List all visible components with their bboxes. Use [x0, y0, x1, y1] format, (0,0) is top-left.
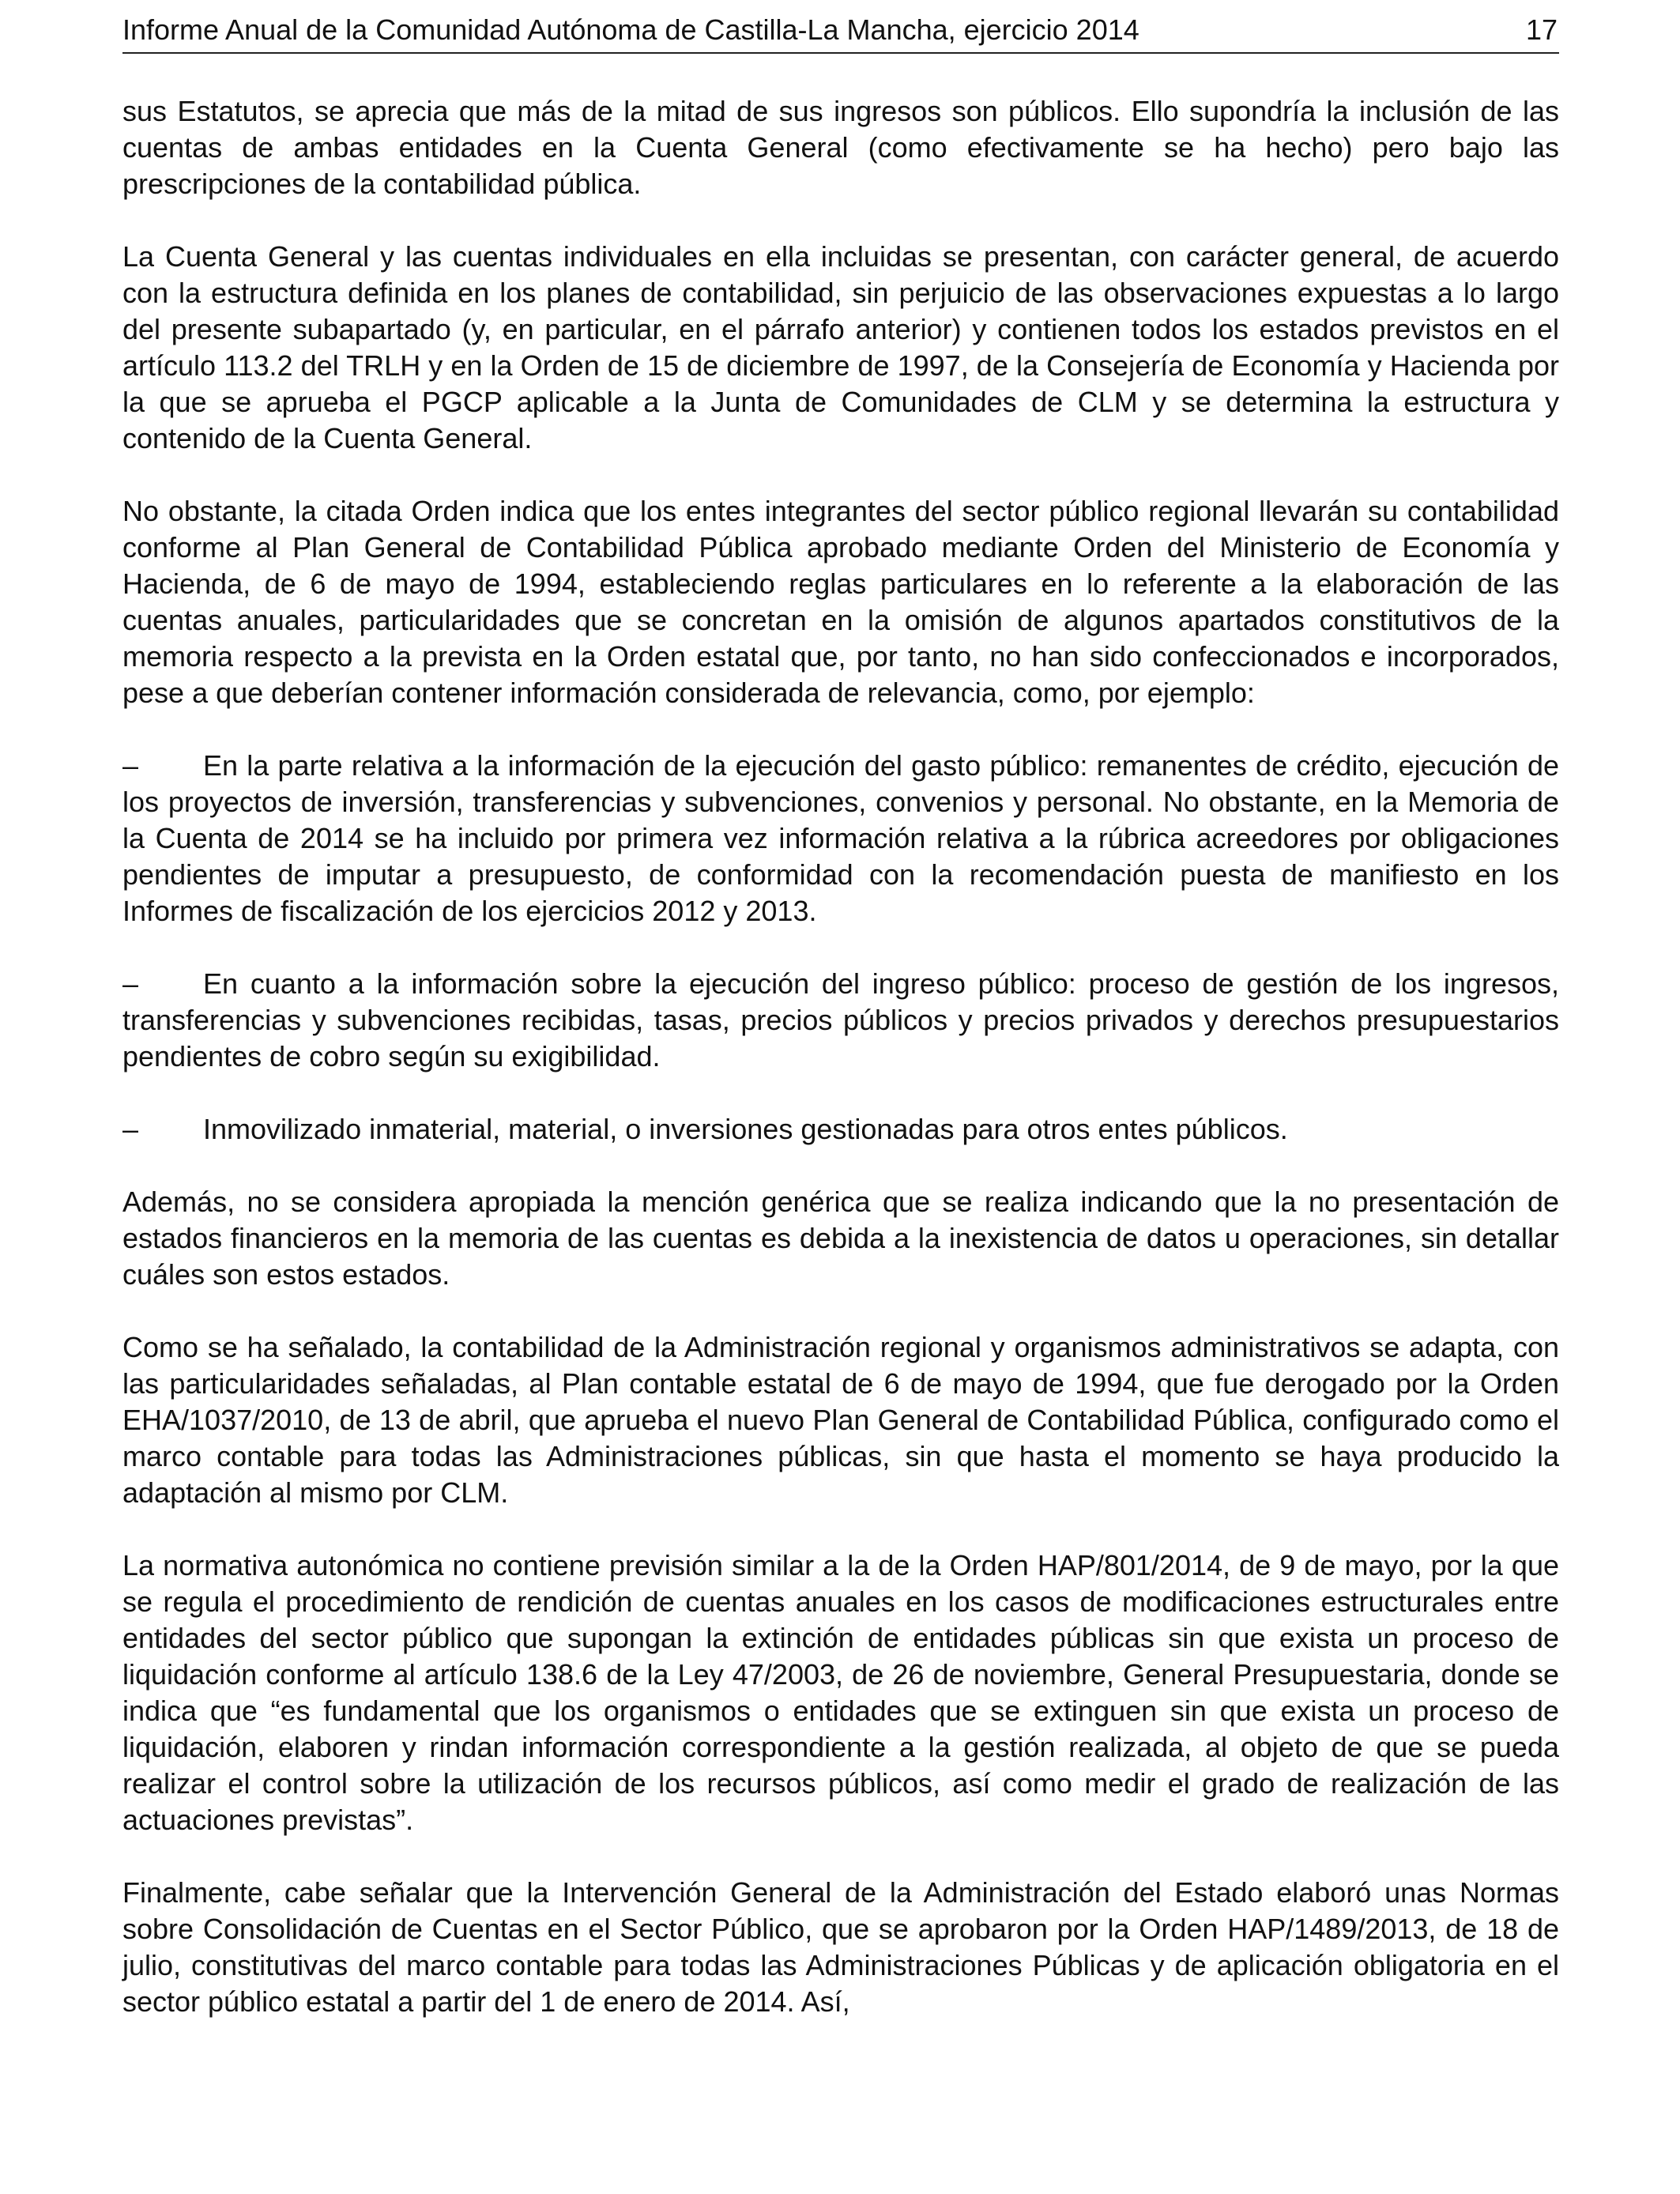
bullet-text: En la parte relativa a la información de la ejecución del gasto público: remanentes de crédito, ejecución de los proyectos de inversión, transferencias y subvenciones, convenios y personal. No obstante, en la Memoria de la Cuenta de 2014 se ha incluido por primera vez información relativa a la rúbrica acreedores por obligaciones pendientes de imputar a presupuesto, de conformidad con la recomendación puesta de manifiesto en los Informes de fiscalización de los ejercicios 2012 y 2013. [122, 749, 1559, 927]
bullet-text: En cuanto a la información sobre la ejecución del ingreso público: proceso de gestión de los ingresos, transferencias y subvenciones recibidas, tasas, precios públicos y precios privados y derechos presupuestarios pendientes de cobro según su exigibilidad. [122, 967, 1559, 1072]
document-page [122, 0, 1559, 2194]
paragraph: La Cuenta General y las cuentas individuales en ella incluidas se presentan, con carácter general, de acuerdo con la estructura definida en los planes de contabilidad, sin perjuicio de las observaciones expuestas a lo largo del presente subapartado (y, en particular, en el párrafo anterior) y contienen todos los estados previstos en el artículo 113.2 del TRLH y en la Orden de 15 de diciembre de 1997, de la Consejería de Economía y Hacienda por la que se aprueba el PGCP aplicable a la Junta de Comunidades de CLM y se determina la estructura y contenido de la Cuenta General. [122, 240, 1559, 454]
bullet-item [122, 966, 1559, 1075]
paragraph: Como se ha señalado, la contabilidad de la Administración regional y organismos administrativos se adapta, con las particularidades señaladas, al Plan contable estatal de 6 de mayo de 1994, que fue derogado por la Orden EHA/1037/2010, de 13 de abril, que aprueba el nuevo Plan General de Contabilidad Pública, configurado como el marco contable para todas las Administraciones públicas, sin que hasta el momento se haya producido la adaptación al mismo por CLM. [122, 1331, 1559, 1509]
header-title: Informe Anual de la Comunidad Autónoma de Castilla-La Mancha, ejercicio 2014 [122, 13, 1139, 46]
paragraph: No obstante, la citada Orden indica que los entes integrantes del sector público regional llevarán su contabilidad conforme al Plan General de Contabilidad Pública aprobado mediante Orden del Ministerio de Economía y Hacienda, de 6 de mayo de 1994, estableciendo reglas particulares en lo referente a la elaboración de las cuentas anuales, particularidades que se concretan en la omisión de algunos apartados constitutivos de la memoria respecto a la prevista en la Orden estatal que, por tanto, no han sido confeccionados e incorporados, pese a que deberían contener información considerada de relevancia, como, por ejemplo: [122, 495, 1559, 709]
bullet-item [122, 748, 1559, 929]
bullet-text: Inmovilizado inmaterial, material, o inversiones gestionadas para otros entes públicos. [203, 1113, 1288, 1145]
paragraph: Además, no se considera apropiada la mención genérica que se realiza indicando que la no presentación de estados financieros en la memoria de las cuentas es debida a la inexistencia de datos u operaciones, sin detallar cuáles son estos estados. [122, 1186, 1559, 1291]
bullet-item [122, 1111, 1559, 1148]
body-text [122, 93, 1559, 2056]
dash-marker: – [122, 749, 139, 782]
dash-marker: – [122, 1113, 139, 1145]
paragraph: sus Estatutos, se aprecia que más de la mitad de sus ingresos son públicos. Ello supondría la inclusión de las cuentas de ambas entidades en la Cuenta General (como efectivamente se ha hecho) pero bajo las prescripciones de la contabilidad pública. [122, 95, 1559, 200]
paragraph: La normativa autonómica no contiene previsión similar a la de la Orden HAP/801/2014, de 9 de mayo, por la que se regula el procedimiento de rendición de cuentas anuales en los casos de modificaciones estructurales entre entidades del sector público que supongan la extinción de entidades públicas sin que exista un proceso de liquidación conforme al artículo 138.6 de la Ley 47/2003, de 26 de noviembre, General Presupuestaria, donde se indica que “es fundamental que los organismos o entidades que se extinguen sin que exista un proceso de liquidación, elaboren y rindan información correspondiente a la gestión realizada, al objeto de que se pueda realizar el control sobre la utilización de los recursos públicos, así como medir el grado de realización de las actuaciones previstas”. [122, 1549, 1559, 1836]
dash-marker: – [122, 967, 139, 1000]
page-number: 17 [1525, 13, 1558, 46]
page-header [122, 9, 1559, 54]
paragraph: Finalmente, cabe señalar que la Intervención General de la Administración del Estado elaboró unas Normas sobre Consolidación de Cuentas en el Sector Público, que se aprobaron por la Orden HAP/1489/2013, de 18 de julio, constitutivas del marco contable para todas las Administraciones Públicas y de aplicación obligatoria en el sector público estatal a partir del 1 de enero de 2014. Así, [122, 1876, 1559, 2018]
